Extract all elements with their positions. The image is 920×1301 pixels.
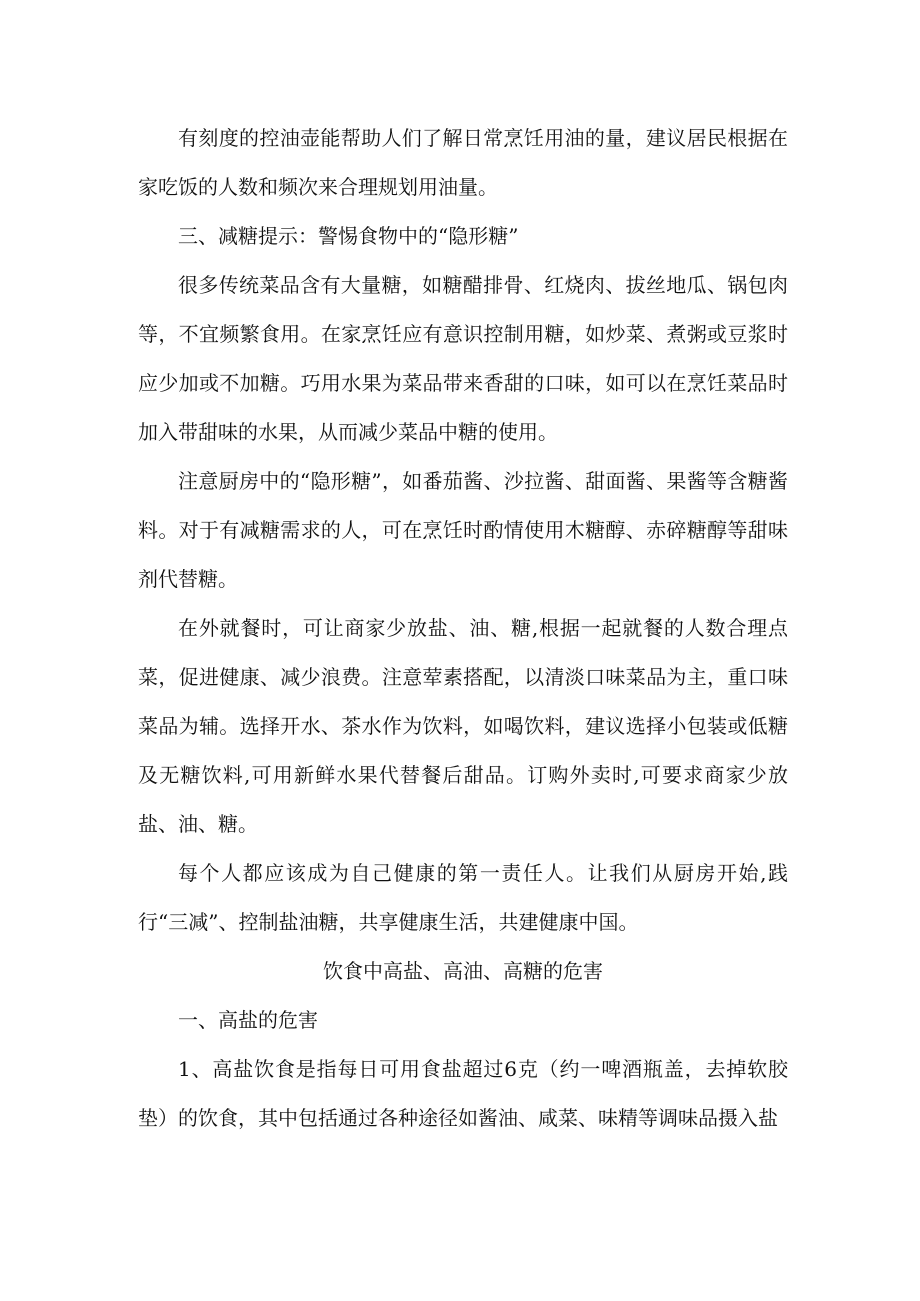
paragraph-oil-kettle: 有刻度的控油壶能帮助人们了解日常烹饪用油的量，建议居民根据在家吃饭的人数和频次来合理规划用油量。 — [138, 126, 788, 199]
paragraph-hidden-sugar: 注意厨房中的“隐形糖”，如番茄酱、沙拉酱、甜面酱、果酱等含糖酱料。对于有减糖需求的人，可在烹饪时酌情使用木糖醇、赤碎糖醇等甜味剂代替糖。 — [138, 469, 788, 591]
paragraph-responsibility: 每个人都应该成为自己健康的第一责任人。让我们从厨房开始,践行“三减”、控制盐油糖，共享健康生活，共建健康中国。 — [138, 861, 788, 934]
paragraph-high-salt-definition: 1、高盐饮食是指每日可用食盐超过6克（约一啤酒瓶盖，去掉软胶垫）的饮食，其中包括通过各种途径如酱油、咸菜、味精等调味品摄入盐 — [138, 1057, 788, 1130]
document-body — [138, 114, 788, 1143]
section-heading-salt: 一、高盐的危害 — [178, 1008, 318, 1032]
document-title-harms: 饮食中高盐、高油、高糖的危害 — [323, 959, 603, 983]
paragraph-eating-out: 在外就餐时，可让商家少放盐、油、糖,根据一起就餐的人数合理点菜，促进健康、减少浪费。注意荤素搭配，以清淡口味菜品为主，重口味菜品为辅。选择开水、茶水作为饮料，如喝饮料，建议选择小包装或低糖及无糖饮料,可用新鲜水果代替餐后甜品。订购外卖时,可要求商家少放盐、油、糖。 — [138, 616, 788, 836]
section-heading-sugar: 三、减糖提示：警惕食物中的“隐形糖” — [178, 224, 519, 248]
paragraph-traditional-dishes: 很多传统菜品含有大量糖，如糖醋排骨、红烧肉、拔丝地瓜、锅包肉等，不宜频繁食用。在家烹饪应有意识控制用糖，如炒菜、煮粥或豆浆时应少加或不加糖。巧用水果为菜品带来香甜的口味，如可以在烹饪菜品时加入带甜味的水果，从而减少菜品中糖的使用。 — [138, 273, 788, 444]
